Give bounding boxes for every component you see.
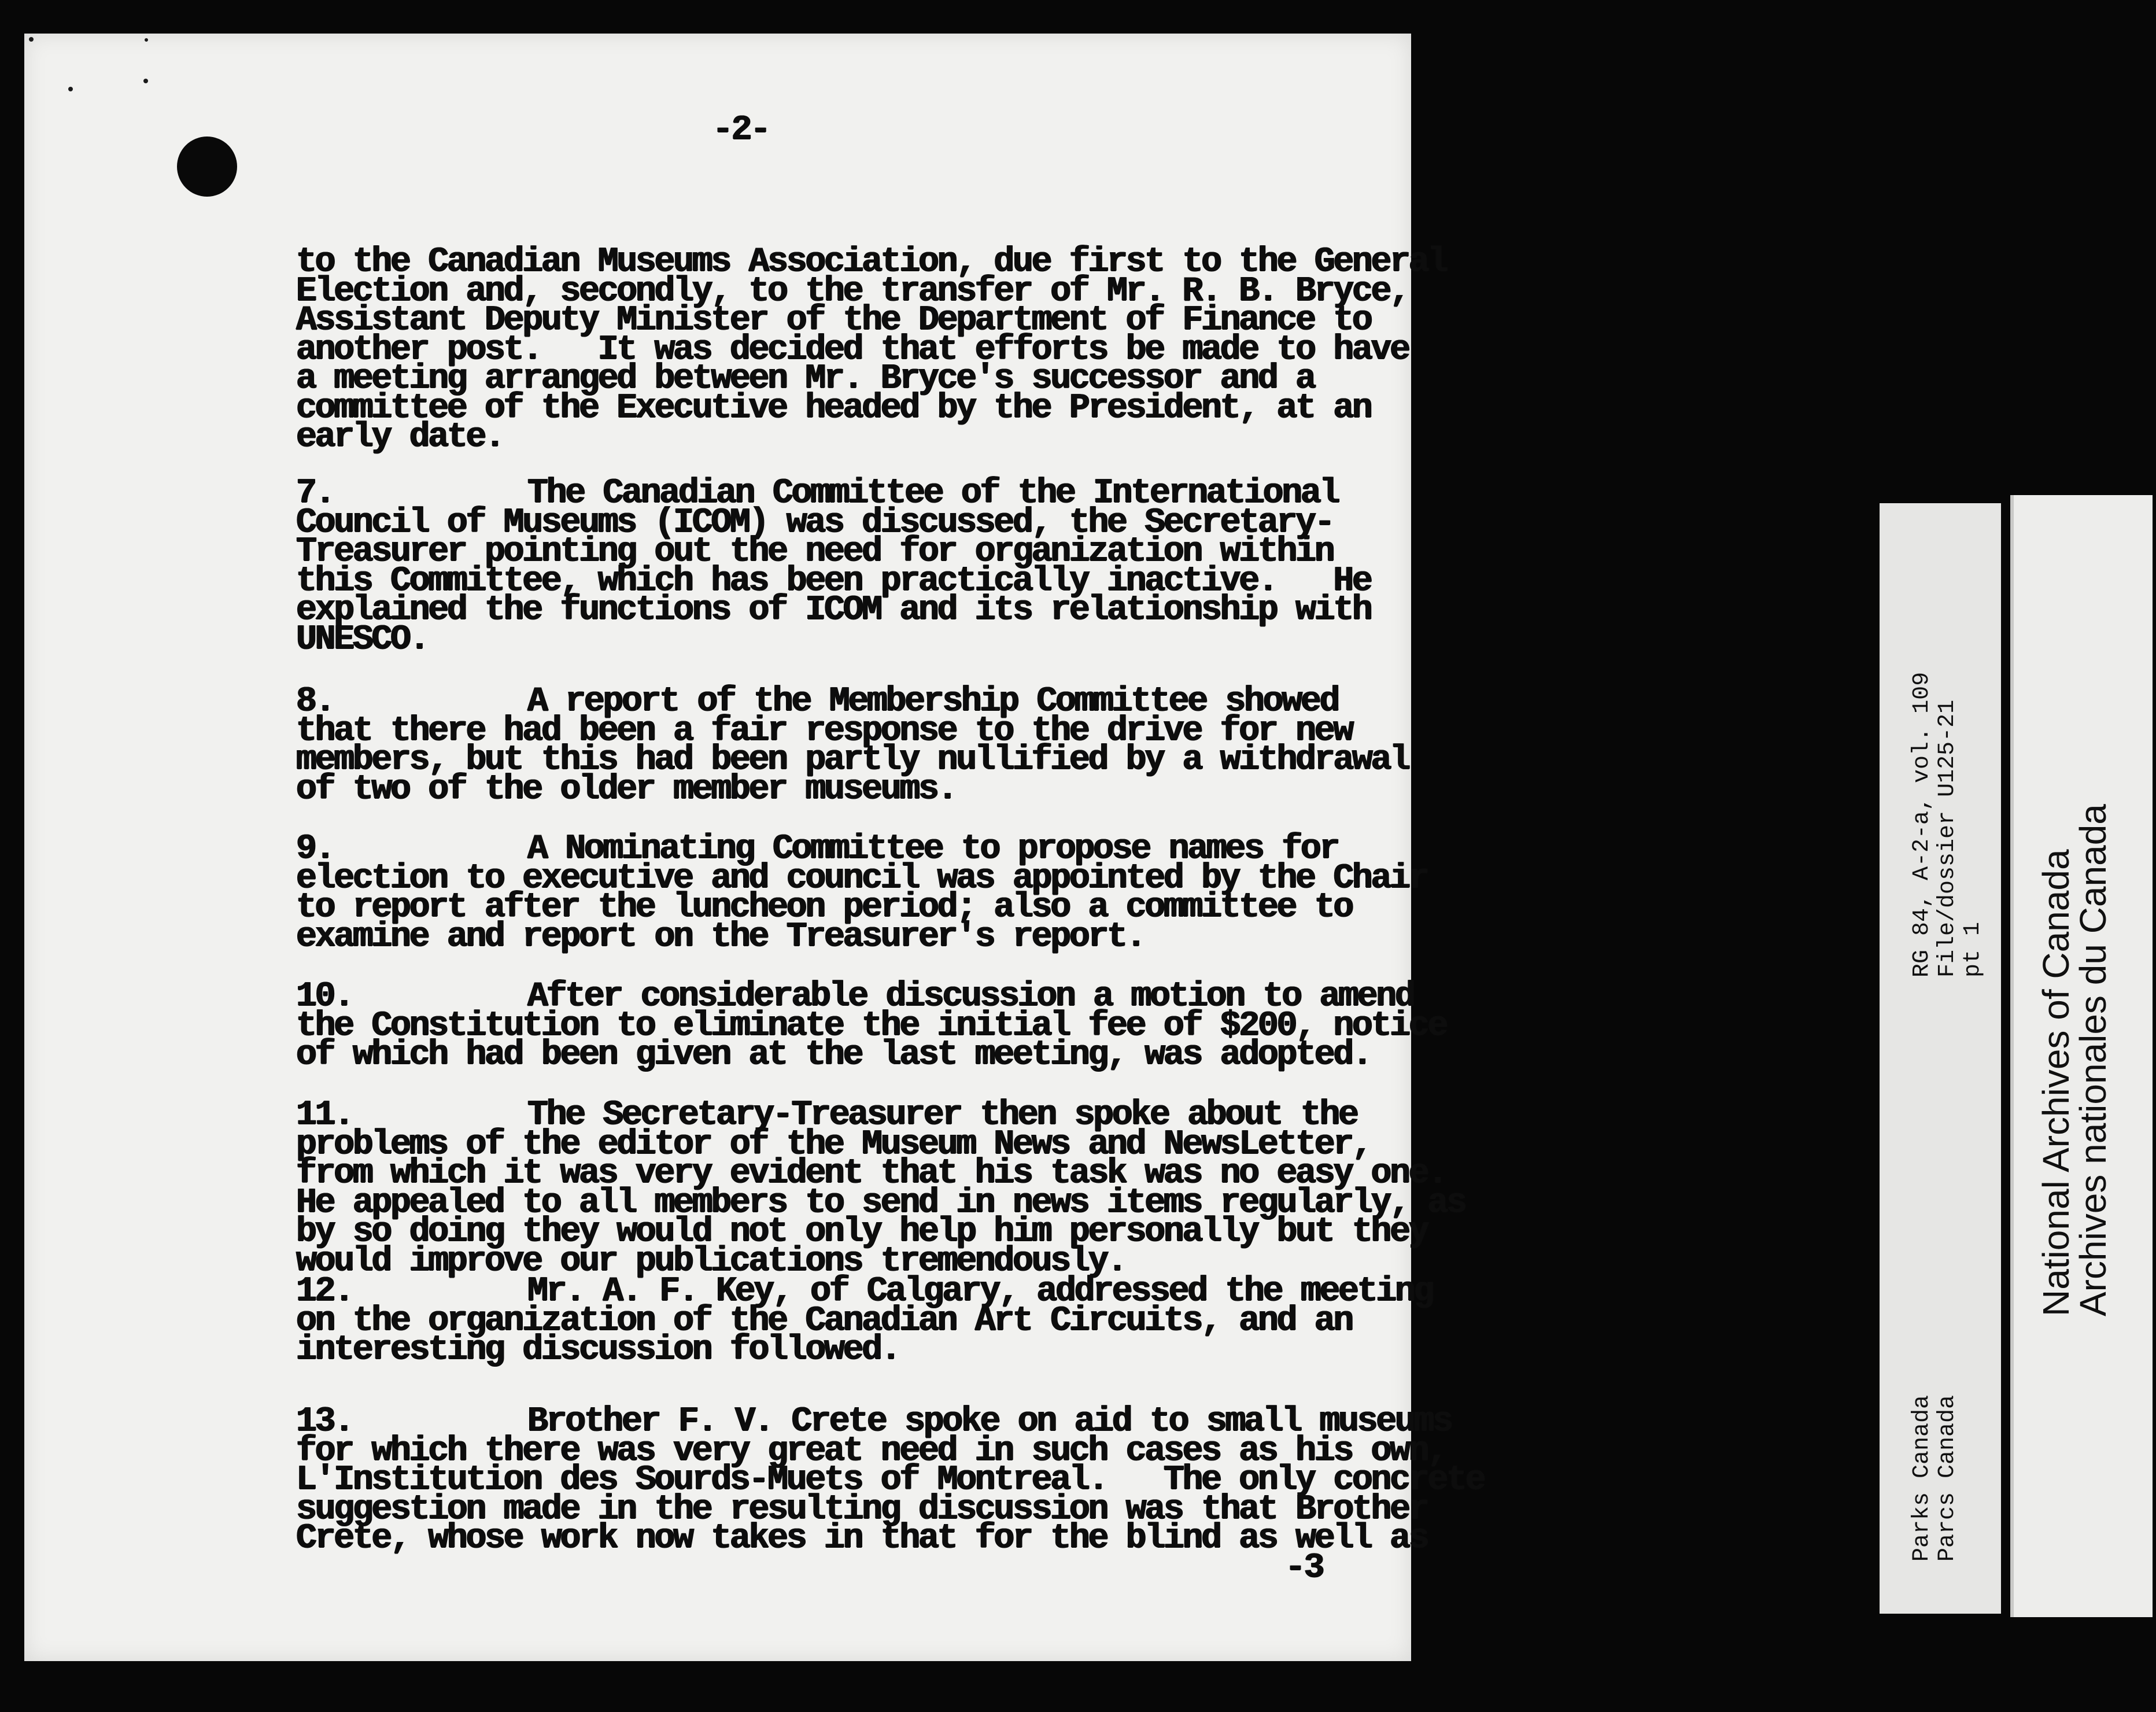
numbered-paragraph <box>296 1272 1433 1370</box>
text-line: to report after the luncheon period; also a committee to <box>296 888 1352 927</box>
numbered-paragraph <box>296 829 1428 957</box>
text-line: explained the functions of ICOM and its relationship with <box>296 591 1371 630</box>
text-line: of which had been given at the last meeting, was adopted. <box>296 1035 1371 1075</box>
paragraph-text: Brother F. V. Crete spoke on aid to small museums <box>527 1402 1452 1441</box>
text-line: Council of Museums (ICOM) was discussed, the Secretary- <box>296 503 1334 543</box>
paragraph-number: 9. <box>296 829 334 869</box>
paragraph-number: 8. <box>296 682 334 721</box>
text-line: would improve our publications tremendously. <box>296 1241 1126 1281</box>
paragraph-text: The Secretary-Treasurer then spoke about the <box>527 1095 1357 1135</box>
text-line: election to executive and council was appointed by the Chair <box>296 858 1428 898</box>
paragraph-number: 12. <box>296 1272 353 1311</box>
paragraph-text: Mr. A. F. Key, of Calgary, addressed the meeting <box>527 1272 1433 1311</box>
institution-en: National Archives of Canada <box>2035 849 2077 1316</box>
text-line: members, but this had been partly nullified by a withdrawal <box>296 740 1409 780</box>
text-line: committee of the Executive headed by the President, at an <box>296 388 1371 428</box>
text-line: examine and report on the Treasurer's report. <box>296 917 1145 957</box>
text-line: L'Institution des Sourds-Muets of Montreal. The only concrete <box>296 1460 1485 1500</box>
paragraph-number: 7. <box>296 474 334 513</box>
text-line: this Committee, which has been practically inactive. He <box>296 561 1371 601</box>
text-line: a meeting arranged between Mr. Bryce's successor and a <box>296 359 1315 399</box>
scan-speck <box>29 37 34 42</box>
text-line: He appealed to all members to send in news items regularly, as <box>296 1183 1465 1223</box>
paragraph-number: 11. <box>296 1095 353 1135</box>
reference-line-2: File/dossier U125-21 <box>1935 699 1961 977</box>
department-en: Parks Canada <box>1909 1394 1935 1562</box>
archive-reference-strip <box>1880 503 2001 1614</box>
paragraph-text: The Canadian Committee of the International <box>527 474 1339 513</box>
scan-speck <box>68 87 73 91</box>
text-line: suggestion made in the resulting discussion was that Brother <box>296 1489 1428 1529</box>
archive-institution-strip <box>2010 495 2153 1617</box>
paragraph-text: A Nominating Committee to propose names for <box>527 829 1339 869</box>
text-line: Crete, whose work now takes in that for the blind as well as <box>296 1519 1428 1558</box>
text-line: problems of the editor of the Museum News and NewsLetter, <box>296 1124 1371 1164</box>
institution-fr: Archives nationales du Canada <box>2072 804 2114 1316</box>
document-body <box>296 242 1485 1613</box>
text-line: UNESCO. <box>296 619 429 659</box>
department-fr: Parcs Canada <box>1935 1394 1961 1562</box>
paragraph-text: After considerable discussion a motion to amend <box>527 977 1414 1016</box>
opening-paragraph <box>296 242 1446 457</box>
text-line: interesting discussion followed. <box>296 1330 900 1370</box>
scan-speck <box>145 38 148 42</box>
paragraph-number: 10. <box>296 977 353 1016</box>
numbered-paragraph <box>296 682 1409 809</box>
numbered-paragraph <box>296 474 1371 659</box>
text-line: Treasurer pointing out the need for organization within <box>296 532 1334 571</box>
text-line: on the organization of the Canadian Art Circuits, and an <box>296 1301 1352 1341</box>
text-line: Election and, secondly, to the transfer of Mr. R. B. Bryce, <box>296 271 1409 311</box>
text-line: early date. <box>296 418 504 457</box>
paragraph-number: 13. <box>296 1402 353 1441</box>
continuation-marker: -3 <box>1285 1548 1323 1588</box>
text-line: Assistant Deputy Minister of the Department of Finance to <box>296 301 1371 340</box>
numbered-paragraph <box>296 1095 1465 1281</box>
text-line: of two of the older member museums. <box>296 769 957 809</box>
scanned-page <box>24 34 1485 1661</box>
scan-speck <box>143 79 148 83</box>
page-marker: -2- <box>712 110 769 150</box>
text-line: that there had been a fair response to the drive for new <box>296 711 1352 751</box>
punch-hole <box>177 136 237 197</box>
paragraph-text: A report of the Membership Committee showed <box>527 682 1339 721</box>
numbered-paragraph <box>296 977 1446 1075</box>
text-line: for which there was very great need in such cases as his own, <box>296 1431 1446 1471</box>
text-line: from which it was very evident that his task was no easy one. <box>296 1154 1446 1193</box>
text-line: the Constitution to eliminate the initial fee of $200, notice <box>296 1006 1446 1046</box>
numbered-paragraph <box>296 1402 1485 1558</box>
reference-line-3: pt 1 <box>1960 921 1986 977</box>
text-line: to the Canadian Museums Association, due first to the General <box>296 242 1446 282</box>
reference-line-1: RG 84, A-2-a, vol. 109 <box>1909 671 1935 977</box>
text-line: another post. It was decided that efforts be made to have <box>296 330 1409 370</box>
text-line: by so doing they would not only help him personally but they <box>296 1212 1428 1252</box>
